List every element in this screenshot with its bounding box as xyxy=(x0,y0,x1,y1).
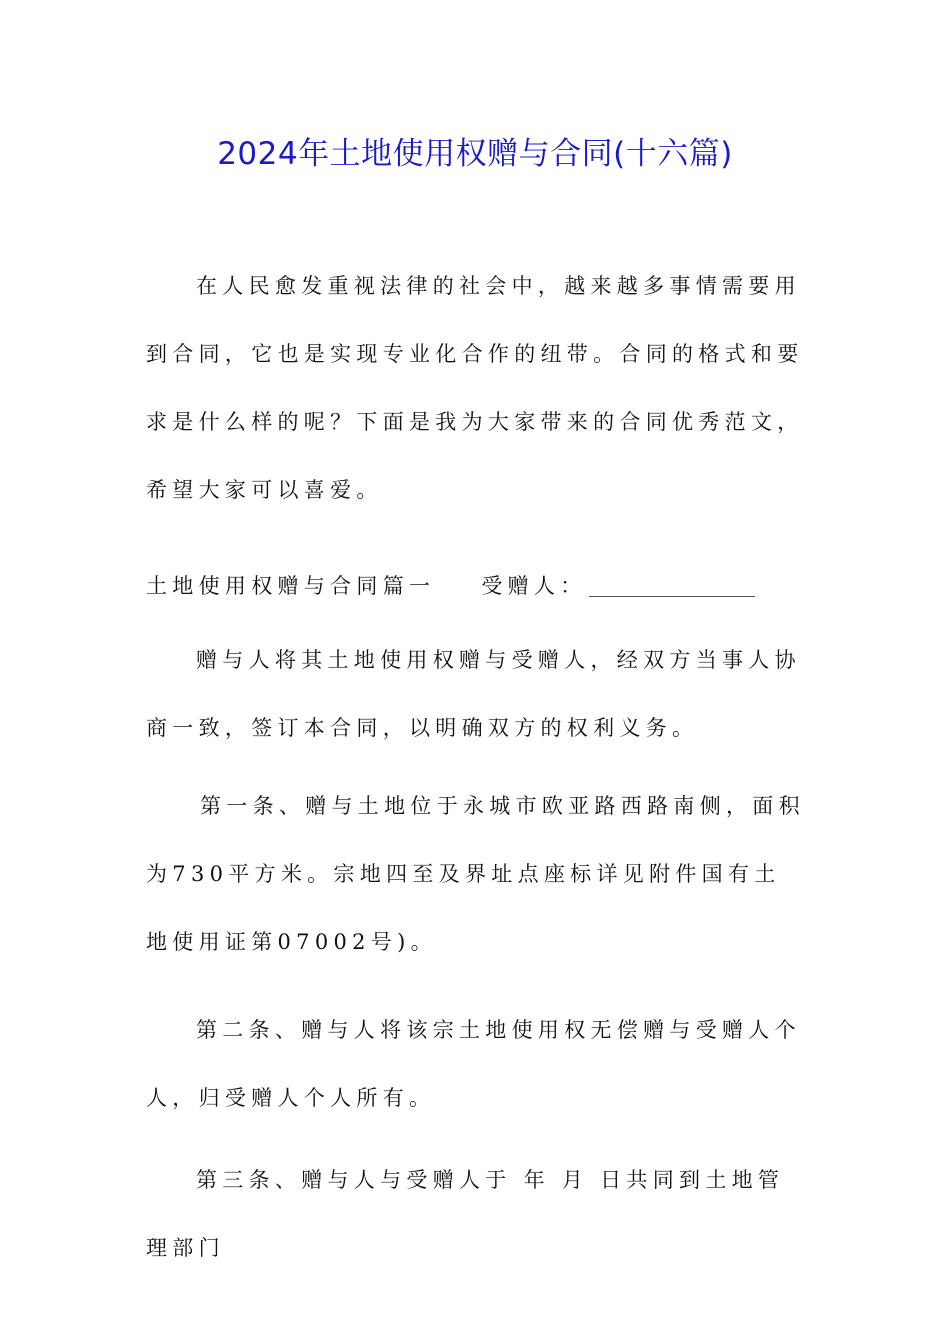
section-heading: 土地使用权赠与合同篇一 xyxy=(146,574,436,598)
recipient-label: 受赠人： xyxy=(481,574,587,598)
intro-paragraph xyxy=(146,252,806,524)
section-heading-line xyxy=(146,566,826,606)
recipient-blank xyxy=(589,574,755,597)
article-3 xyxy=(146,1146,806,1282)
article-1-text: 第一条、赠与土地位于永城市欧亚路西路南侧，面积为730平方米。宗地四至及界址点座标详见附件国有土地使用证第07002号)。 xyxy=(146,794,805,954)
intro-text: 在人民愈发重视法律的社会中，越来越多事情需要用到合同，它也是实现专业化合作的纽带。合同的格式和要求是什么样的呢？下面是我为大家带来的合同优秀范文，希望大家可以喜爱。 xyxy=(146,274,804,502)
article-1 xyxy=(146,772,806,976)
paragraph-1-text: 赠与人将其土地使用权赠与受赠人，经双方当事人协商一致，签订本合同，以明确双方的权利义务。 xyxy=(146,648,801,740)
document-title: 2024年土地使用权赠与合同(十六篇) xyxy=(217,136,733,172)
article-2-text: 第二条、赠与人将该宗土地使用权无偿赠与受赠人个人，归受赠人个人所有。 xyxy=(146,1018,801,1110)
paragraph-1 xyxy=(146,626,806,762)
article-3-text: 第三条、赠与人与受赠人于 年 月 日共同到土地管理部门 xyxy=(146,1168,785,1260)
article-2 xyxy=(146,996,806,1132)
